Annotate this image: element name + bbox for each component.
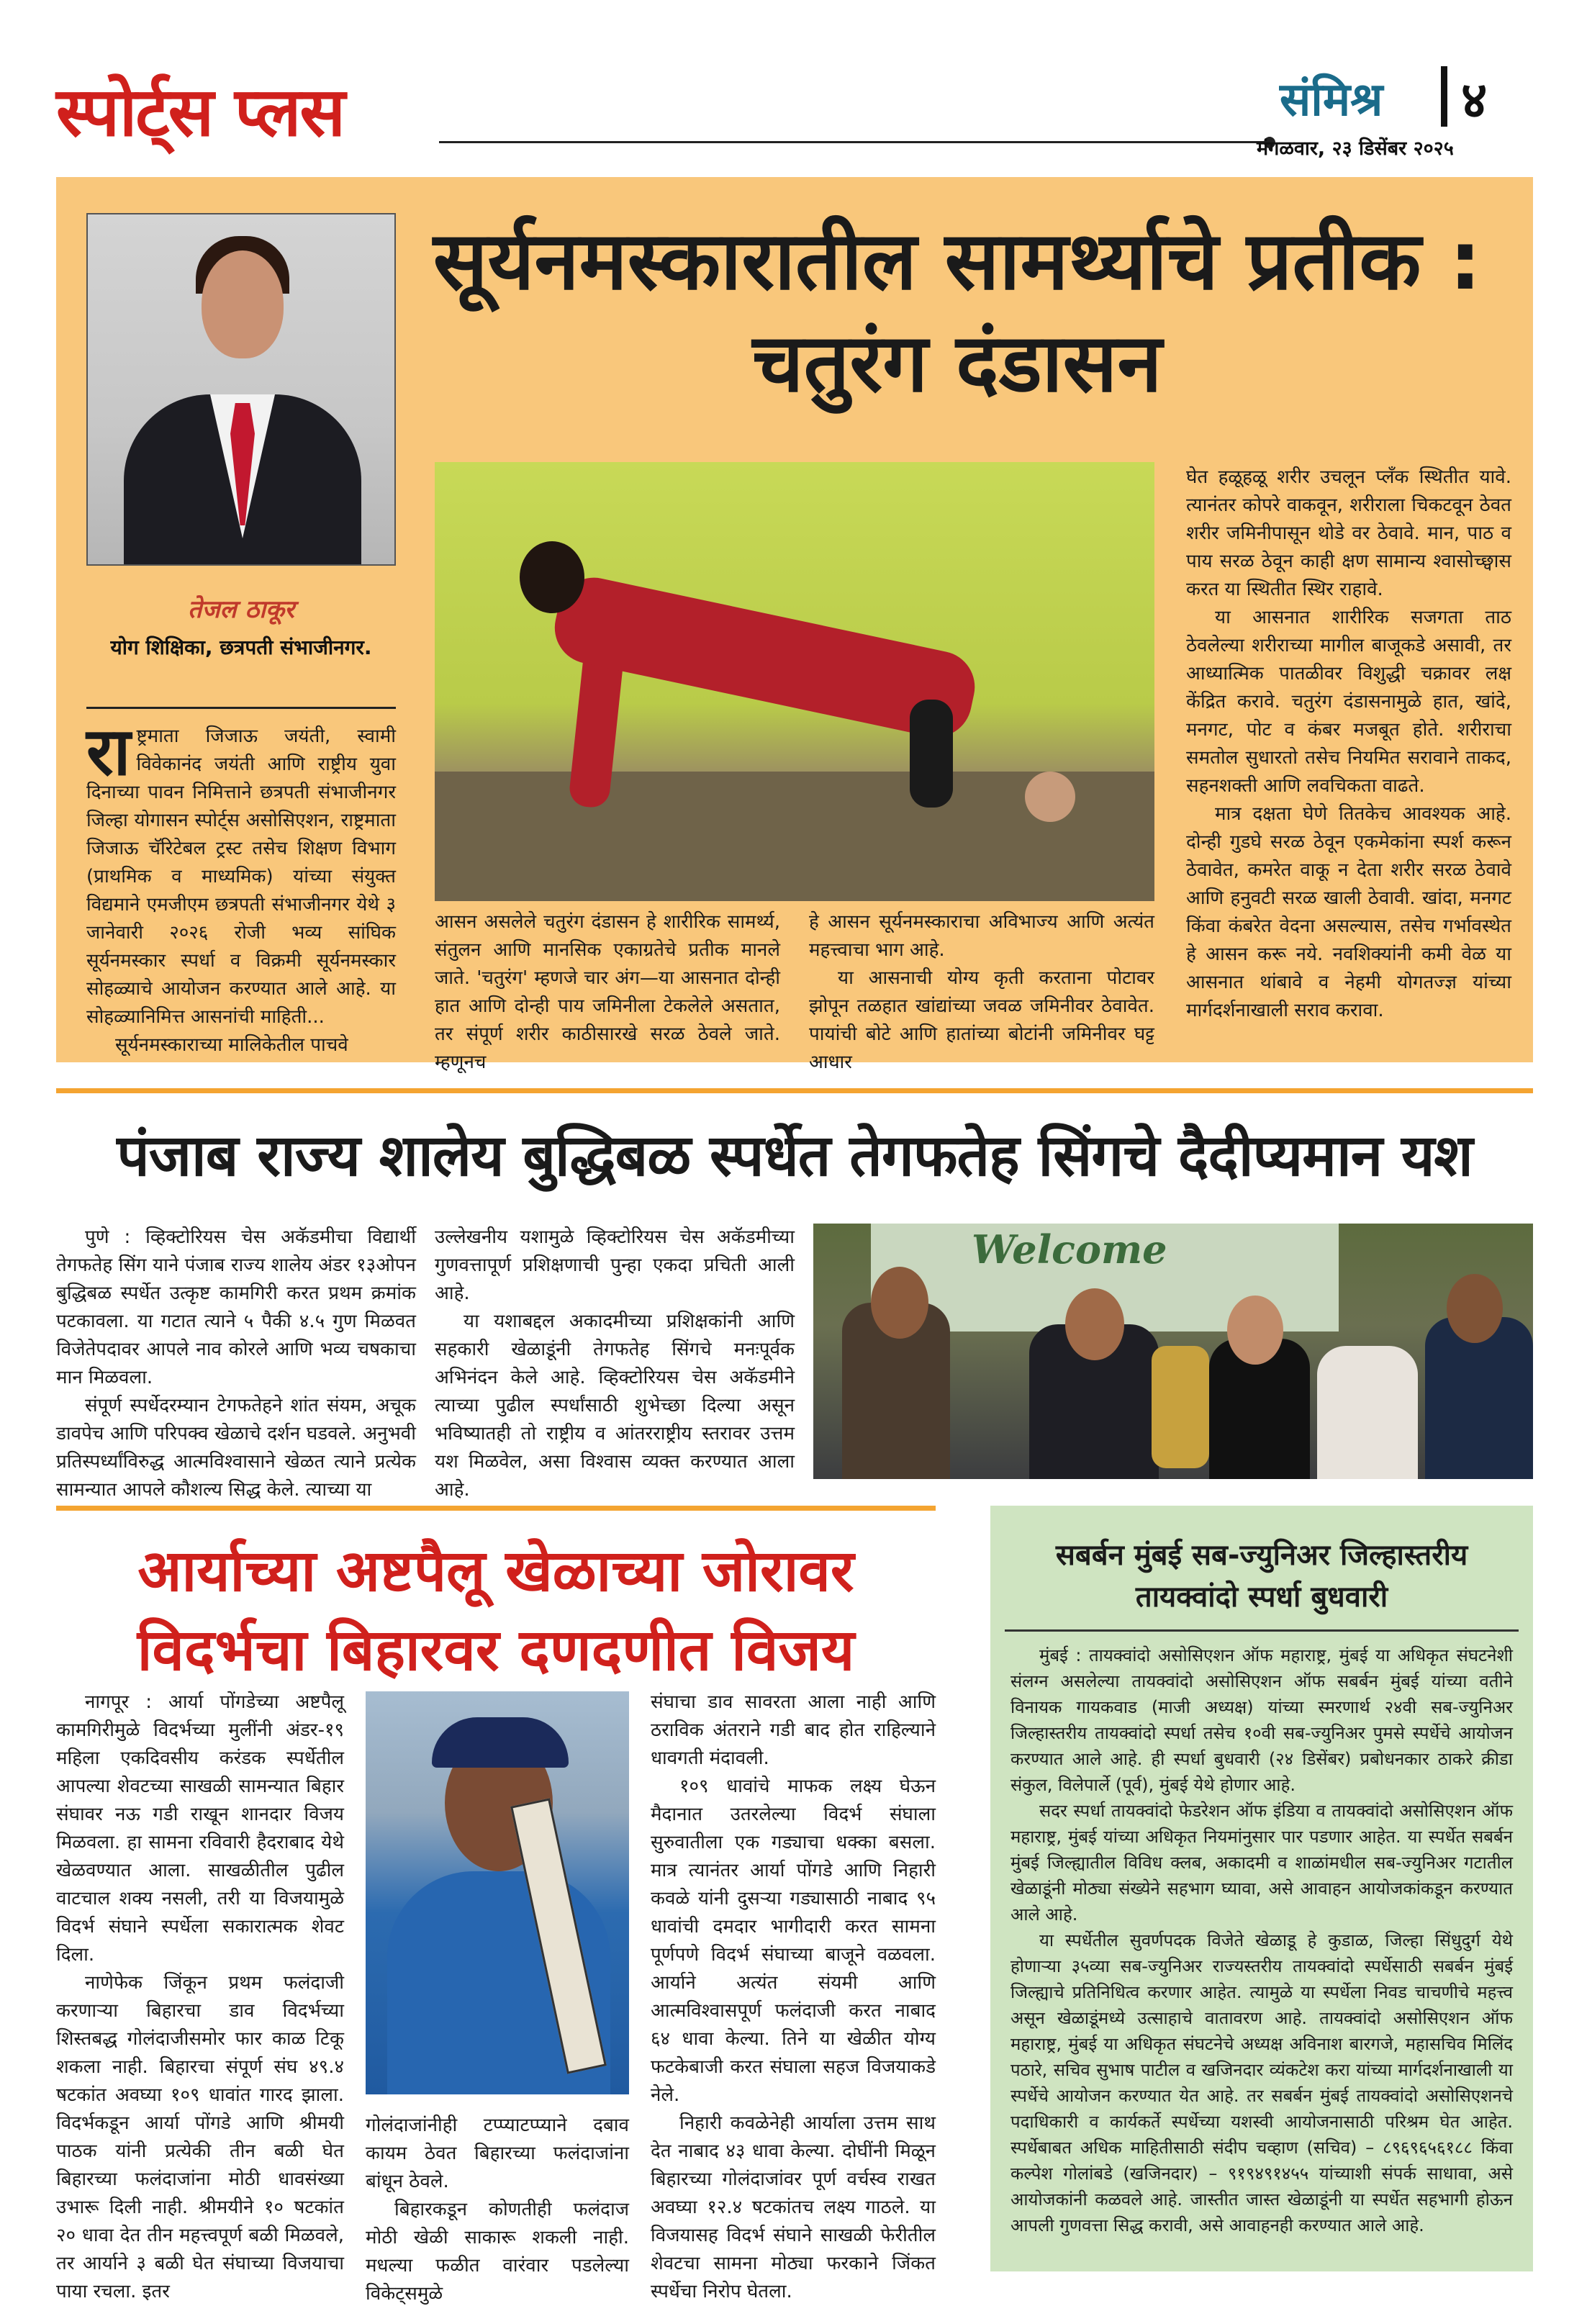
- photo-trophy: [1152, 1346, 1209, 1468]
- yoga-column-4: [1186, 464, 1511, 1025]
- dropcap: रा: [86, 713, 131, 790]
- yoga-col3-p2: या आसनाची योग्य कृती करताना पोटावर झोपून तळहात खांद्यांच्या जवळ जमिनीवर ठेवावेत. पायांची बोटे आणि हातांच्या बोटांनी जमिनीवर घट्ट आधार: [809, 967, 1154, 1073]
- yoga-col1-p1: ष्ट्रमाता जिजाऊ जयंती, स्वामी विवेकानंद जयंती आणि राष्ट्रीय युवा दिनाच्या पावन निमित्ताने छत्रपती संभाजीनगर जिल्हा योगासन स्पोर्ट्स असोसिएशन, राष्ट्रमाता जिजाऊ चॅरिटेबल ट्रस्ट तसेच शिक्षण विभाग (प्राथमिक व माध्यमिक) यांच्या संयुक्त विद्यमाने एमजीएम छत्रपती संभाजीनगर येथे ३ जानेवारी २०२६ रोजी भव्य सांघिक सूर्यनमस्कार स्पर्धा व विक्रमी सूर्यनमस्कार सोहळ्याचे आयोजन करण्यात आले आहे. या सोहळ्यानिमित्त आसनांची माहिती...: [86, 725, 396, 1028]
- cricket-col1-p1: नागपूर : आर्या पोंगडेच्या अष्टपैलू कामगिरीमुळे विदर्भच्या मुलींनी अंडर-१९ महिला एकदिवसीय करंडक स्पर्धेतील आपल्या शेवटच्या साखळी सामन्यात बिहार संघावर नऊ गडी राखून शानदार विजय मिळवला. हा सामना रविवारी हैदराबाद येथे खेळवण्यात आला. साखळीतील पुढील वाटचाल शक्य नसली, तरी या विजयामुळे विदर्भ संघाने स्पर्धेला सकारात्मक शेवट दिला.: [56, 1691, 344, 1966]
- photo-cap: [432, 1717, 569, 1768]
- chess-col2-p2: या यशाबद्दल अकादमीच्या प्रशिक्षकांनी आणि सहकारी खेळाडूंनी तेगफतेह सिंगचे मनःपूर्वक अभिनंदन केले आहे. व्हिक्टोरियस चेस अकॅडमीने त्याच्या पुढील स्पर्धांसाठी शुभेच्छा दिल्या असून भविष्यातही तो राष्ट्रीय व आंतरराष्ट्रीय स्तरावर उत्तम यश मिळवेल, असा विश्वास व्यक्त करण्यात आला आहे.: [435, 1311, 795, 1501]
- taekwondo-body: [1010, 1642, 1513, 2238]
- photo-face-1: [871, 1267, 928, 1339]
- cricketer-photo: [366, 1691, 629, 2094]
- page-number: ४: [1461, 71, 1488, 130]
- chess-award-photo: [813, 1224, 1533, 1479]
- cricket-col3-p3: निहारी कवळेनेही आर्याला उत्तम साथ देत नाबाद ४३ धावा केल्या. दोघींनी मिळून बिहारच्या गोलंदाजांवर पूर्ण वर्चस्व राखत अवघ्या १२.४ षटकांतच लक्ष्य गाठले. या विजयासह विदर्भ संघाने साखळी फेरीतील शेवटचा सामना मोठ्या फरकाने जिंकत स्पर्धेचा निरोप घेतला.: [651, 2112, 936, 2302]
- chess-column-1: [56, 1224, 416, 1504]
- cricket-col3-p2: १०९ धावांचे माफक लक्ष्य घेऊन मैदानात उतरलेल्या विदर्भ संघाला सुरुवातीला एक गड्याचा धक्का बसला. मात्र त्यानंतर आर्या पोंगडे आणि निहारी कवळे यांनी दुसऱ्या गड्यासाठी नाबाद ९५ धावांची दमदार भागीदारी करत सामना पूर्णपणे विदर्भ संघाच्या बाजूने वळवला. आर्याने अत्यंत संयमी आणि आत्मविश्वासपूर्ण फलंदाजी करत नाबाद ६४ धावा केल्या. तिने या खेळीत योग्य फटकेबाजी करत संघाला सहज विजयाकडे नेले.: [651, 1776, 936, 2106]
- section-title: स्पोर्ट्स प्लस: [56, 73, 344, 152]
- cricket-column-1: [56, 1688, 344, 2306]
- chess-column-2: [435, 1224, 795, 1504]
- taekwondo-p3: या स्पर्धेतील सुवर्णपदक विजेते खेळाडू हे कुडाळ, जिल्हा सिंधुदुर्ग येथे होणाऱ्या ३५व्या सब-ज्युनिअर राज्यस्तरीय तायक्वांदो स्पर्धेसाठी सबर्बन मुंबई जिल्ह्याचे प्रतिनिधित्व करणार आहेत. त्यामुळे या स्पर्धेला निवड चाचणीचे महत्त्व असून खेळाडूंमध्ये उत्साहाचे वातावरण आहे. तायक्वांदो असोसिएशन ऑफ महाराष्ट्र, मुंबई या अधिकृत संघटनेचे अध्यक्ष अविनाश बारगजे, महासचिव मिलिंद पठारे, सचिव सुभाष पाटील व खजिनदार व्यंकटेश करा यांच्या मार्गदर्शनाखाली या स्पर्धेचे आयोजन करण्यात येत आहे. तर सबर्बन मुंबई तायक्वांदो असोसिएशनचे पदाधिकारी व कार्यकर्ते स्पर्धेच्या यशस्वी आयोजनासाठी परिश्रम घेत आहेत. स्पर्धेबाबत अधिक माहितीसाठी संदीप चव्हाण (सचिव) – ८९६९६५६१८८ किंवा कल्पेश गोलांबडे (खजिनदार) – ९१९४९१४५५ यांच्याशी संपर्क साधावा, असे आयोजकांनी कळवले आहे. जास्तीत जास्त खेळाडूंनी या स्पर्धेत सहभागी होऊन आपली गुणवत्ता सिद्ध करावी, असे आवाहनही करण्यात आले आहे.: [1010, 1930, 1513, 2235]
- author-name: तेजल ठाकूर: [187, 595, 295, 624]
- brand-divider: [1441, 66, 1447, 127]
- cricket-headline: आर्याच्या अष्टपैलू खेळाच्या जोरावर विदर्भचा बिहारवर दणदणीत विजय: [137, 1537, 855, 1683]
- author-photo: [86, 213, 396, 566]
- brand-name: संमिश्र: [1280, 73, 1383, 127]
- cricket-col1-p2: नाणेफेक जिंकून प्रथम फलंदाजी करणाऱ्या बिहारचा डाव विदर्भच्या शिस्तबद्ध गोलंदाजीसमोर फार काळ टिकू शकला नाही. बिहारचा संपूर्ण संघ ४९.४ षटकांत अवघ्या १०९ धावांत गारद झाला. विदर्भकडून आर्या पोंगडे आणि श्रीमयी पाठक यांनी प्रत्येकी तीन बळी घेत बिहारच्या फलंदाजांना मोठी धावसंख्या उभारू दिली नाही. श्रीमयीने १० षटकांत २० धावा देत तीन महत्त्वपूर्ण बळी मिळवले, तर आर्याने ३ बळी घेत संघाच्या विजयाचा पाया रचला. इतर: [56, 1972, 344, 2302]
- chess-section-rule: [56, 1088, 1533, 1093]
- photo-person-4: [1317, 1346, 1418, 1479]
- cricket-col2-p1: गोलंदाजांनीही टप्प्याटप्प्याने दबाव कायम ठेवत बिहारच्या फलंदाजांना बांधून ठेवले.: [366, 2115, 629, 2192]
- photo-feet: [1025, 772, 1075, 822]
- photo-face-3: [1227, 1296, 1283, 1365]
- photo-head: [520, 541, 584, 613]
- issue-date: मंगळवार, २३ डिसेंबर २०२५: [1257, 137, 1454, 160]
- cricket-column-3: [651, 1688, 936, 2306]
- cricket-section-rule: [56, 1506, 936, 1511]
- yoga-col4-p3: मात्र दक्षता घेणे तितकेच आवश्यक आहे. दोन्ही गुडघे सरळ ठेवून एकमेकांना स्पर्श करून ठेवावेत, कमरेत वाकू न देता शरीर सरळ ठेवावे आणि हनुवटी सरळ खाली ठेवावी. खांदा, मनगट किंवा कंबरेत वेदना असल्यास, तसेच गर्भावस्थेत हे आसन करू नये. नवशिक्यांनी कमी वेळ या आसनात थांबावे व नेहमी योगतज्ज्ञ यांच्या मार्गदर्शनाखाली सराव करावा.: [1186, 803, 1511, 1021]
- chess-headline: पंजाब राज्य शालेय बुद्धिबळ स्पर्धेत तेगफतेह सिंगचे दैदीप्यमान यश: [117, 1122, 1473, 1189]
- cricket-column-2: [366, 2112, 629, 2308]
- author-role: योग शिक्षिका, छत्रपती संभाजीनगर.: [110, 636, 372, 659]
- yoga-headline: सूर्यनमस्कारातील सामर्थ्याचे प्रतीक : चतुरंग दंडासन: [433, 214, 1482, 410]
- photo-face-2: [1065, 1288, 1124, 1360]
- yoga-col4-p1: घेत हळूहळू शरीर उचलून प्लँक स्थितीत यावे. त्यानंतर कोपरे वाकवून, शरीराला चिकटवून ठेवत शरीर जमिनीपासून थोडे वर ठेवावे. मान, पाठ व पाय सरळ ठेवून काही क्षण सामान्य श्वासोच्छ्वास करत या स्थितीत स्थिर राहावे.: [1186, 466, 1511, 600]
- taekwondo-divider: [1005, 1629, 1519, 1632]
- yoga-col1-p2: सूर्यनमस्काराच्या मालिकेतील पाचवे: [115, 1034, 348, 1056]
- cricket-col3-p1: संघाचा डाव सावरता आला नाही आणि ठराविक अंतराने गडी बाद होत राहिल्याने धावगती मंदावली.: [651, 1691, 936, 1769]
- yoga-column-2: [435, 908, 780, 1077]
- taekwondo-headline: सबर्बन मुंबई सब-ज्युनिअर जिल्हास्तरीय तायक्वांदो स्पर्धा बुधवारी: [1055, 1539, 1468, 1614]
- photo-face-5: [1447, 1274, 1503, 1343]
- photo-banner-text: Welcome: [972, 1226, 1167, 1272]
- chess-col1-p1: पुणे : व्हिक्टोरियस चेस अकॅडमीचा विद्यार्थी तेगफतेह सिंग याने पंजाब राज्य शालेय अंडर १३ओपन बुद्धिबळ स्पर्धेत उत्कृष्ट कामगिरी करत प्रथम क्रमांक पटकावला. या गटात त्याने ५ पैकी ४.५ गुण मिळवत विजेतेपदावर आपले नाव कोरले आणि भव्य चषकाचा मान मिळवला.: [56, 1226, 416, 1388]
- yoga-col2-p1: आसन असलेले चतुरंग दंडासन हे शारीरिक सामर्थ्य, संतुलन आणि मानसिक एकाग्रतेचे प्रतीक मानले जाते. 'चतुरंग' म्हणजे चार अंग—या आसनात दोन्ही हात आणि दोन्ही पाय जमिनीला टेकलेले असतात, तर संपूर्ण शरीर काठीसारखे सरळ ठेवले जाते. म्हणूनच: [435, 911, 780, 1073]
- yoga-column-1: [86, 713, 396, 1059]
- taekwondo-p2: सदर स्पर्धा तायक्वांदो फेडरेशन ऑफ इंडिया व तायक्वांदो असोसिएशन ऑफ महाराष्ट्र, मुंबई यांच्या अधिकृत नियमांनुसार पार पडणार आहेत. या स्पर्धेत सबर्बन मुंबई जिल्ह्यातील विविध क्लब, अकादमी व शाळांमधील सब-ज्युनिअर गटातील खेळाडूंनी मोठ्या संख्येने सहभाग घ्यावा, असे आवाहन आयोजकांकडून करण्यात आले आहे.: [1010, 1801, 1513, 1925]
- chess-col2-p1: उल्लेखनीय यशामुळे व्हिक्टोरियस चेस अकॅडमीच्या गुणवत्तापूर्ण प्रशिक्षणाची पुन्हा एकदा प्रचिती आली आहे.: [435, 1226, 795, 1304]
- photo-leg: [910, 700, 953, 808]
- taekwondo-p1: मुंबई : तायक्वांदो असोसिएशन ऑफ महाराष्ट्र, मुंबई या अधिकृत संघटनेशी संलग्न असलेल्या तायक्वांदो असोसिएशन ऑफ सबर्बन मुंबई यांच्या वतीने विनायक गायकवाड (माजी अध्यक्ष) यांच्या स्मरणार्थ २४वी सब-ज्युनिअर जिल्हास्तरीय तायक्वांदो स्पर्धा तसेच १०वी सब-ज्युनिअर पुमसे स्पर्धेचे आयोजन करण्यात आले आहे. ही स्पर्धा बुधवारी (२४ डिसेंबर) प्रबोधनकार ठाकरे क्रीडा संकुल, विलेपार्ले (पूर्व), मुंबई येथे होणार आहे.: [1010, 1645, 1513, 1795]
- author-divider: [86, 707, 396, 709]
- yoga-col4-p2: या आसनात शारीरिक सजगता ताठ ठेवलेल्या शरीराच्या मागील बाजूकडे असावी, तर आध्यात्मिक पातळीवर विशुद्धी चक्रावर लक्ष केंद्रित करावे. चतुरंग दंडासनामुळे हात, खांदे, मनगट, पोट व कंबर मजबूत होते. शरीराचा समतोल सुधारतो तसेच नियमित सरावाने ताकद, सहनशक्ती आणि लवचिकता वाढते.: [1186, 607, 1511, 797]
- yoga-col3-p1: हे आसन सूर्यनमस्काराचा अविभाज्य आणि अत्यंत महत्त्वाचा भाग आहे.: [809, 911, 1154, 961]
- chess-col1-p2: संपूर्ण स्पर्धेदरम्यान टेगफतेहने शांत संयम, अचूक डावपेच आणि परिपक्व खेळाचे दर्शन घडवले. अनुभवी प्रतिस्पर्ध्यांविरुद्ध आत्मविश्वासाने खेळत त्याने प्रत्येक सामन्यात आपले कौशल्य सिद्ध केले. त्याच्या या: [56, 1395, 416, 1501]
- masthead-rule: [439, 141, 1274, 143]
- cricket-col2-p2: बिहारकडून कोणतीही फलंदाज मोठी खेळी साकारू शकली नाही. मधल्या फळीत वारंवार पडलेल्या विकेट्समुळे: [366, 2199, 629, 2305]
- yoga-column-3: [809, 908, 1154, 1077]
- yoga-pose-photo: [435, 462, 1154, 901]
- author-photo-face: [202, 250, 284, 358]
